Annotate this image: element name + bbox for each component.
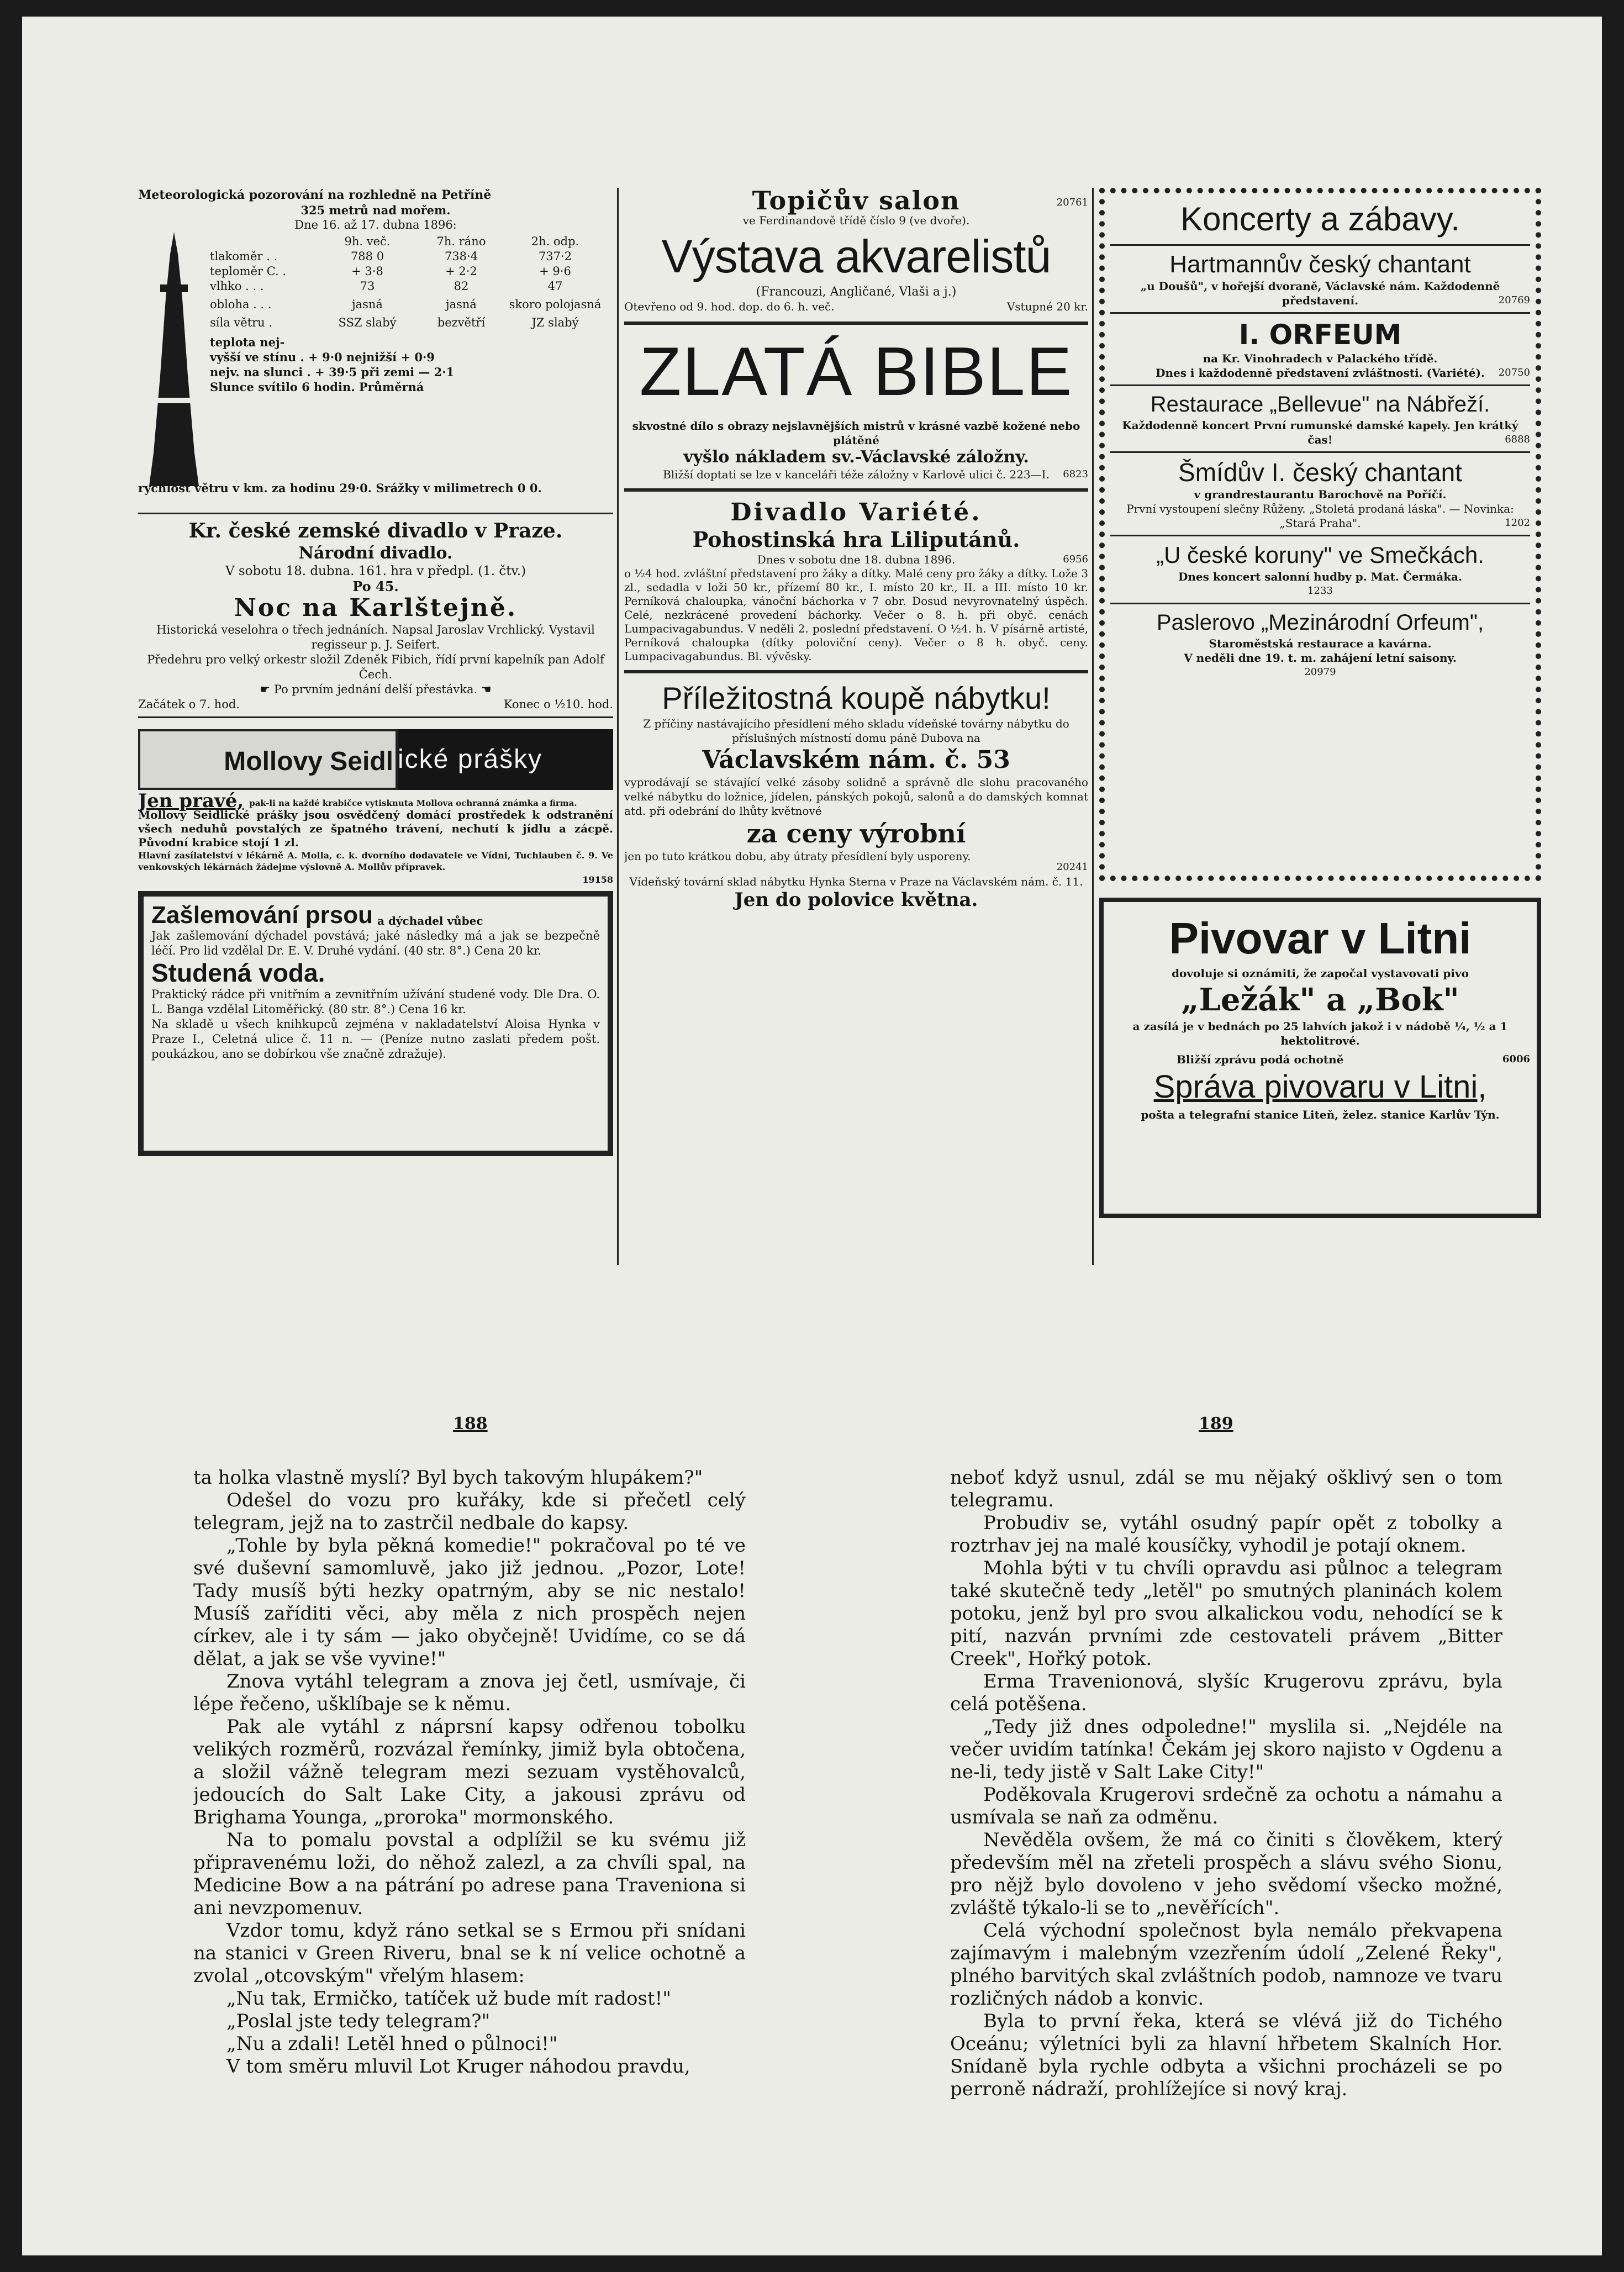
page-number-left: 188 bbox=[453, 1414, 488, 1433]
variete-title: Divadlo Variété. bbox=[730, 498, 982, 526]
pasler-body: V neděli dne 19. t. m. zahájení letní saisony. bbox=[1184, 651, 1457, 665]
expo-hours: Otevřeno od 9. hod. dop. do 6. h. več. bbox=[624, 300, 835, 313]
bible-info: Bližší doptati se lze v kanceláři téže záložny v Karlově ulici č. 223—I. bbox=[663, 468, 1050, 481]
story-paragraph: „Nu a zdali! Letěl hned o půlnoci!" bbox=[226, 2033, 558, 2055]
koruna-num: 1233 bbox=[1307, 585, 1333, 597]
story-paragraph: ta holka vlastně myslí? Byl bych takovým hlupákem?" bbox=[193, 1467, 703, 1489]
meteo-row-label: tlakoměr . . bbox=[210, 250, 278, 263]
brewery-beer: „Ležák" a „Bok" bbox=[1181, 982, 1459, 1018]
meteo-row bbox=[210, 315, 613, 330]
theatre-subtitle: Národní divadlo. bbox=[298, 544, 453, 563]
liliput-title: Pohostinská hra Liliputánů. bbox=[692, 527, 1020, 552]
meteo-value: 788 0 bbox=[350, 250, 384, 263]
bible-desc: skvostné dílo s obrazy nejslavnějších mistrů v krásné vazbě kožené nebo plátěné bbox=[632, 419, 1080, 447]
salon-address: ve Ferdinandově třídě číslo 9 (ve dvoře). bbox=[742, 214, 970, 227]
pasler-body: Staroměstská restaurace a kavárna. bbox=[1209, 637, 1432, 650]
bible-pub: vyšlo nákladem sv.-Václavské záložny. bbox=[683, 447, 1029, 467]
meteo-value: 73 bbox=[360, 280, 375, 293]
pasler-title: Paslerovo „Mezinárodní Orfeum", bbox=[1156, 610, 1484, 635]
meteo-row-label: obloha . . . bbox=[210, 298, 272, 311]
smid-num: 1202 bbox=[1505, 517, 1530, 529]
meteo-temp-line: vyšší ve stínu . + 9·0 nejnižší + 0·9 bbox=[210, 350, 435, 364]
book-ad-title: Zašlemování prsou bbox=[151, 902, 373, 929]
story-paragraph: Probudiv se, vytáhl osudný papír opět z tobolky a roztrhav jej na malé kousíčky, vyhodil je potají oknem. bbox=[950, 1512, 1502, 1557]
theatre-start: Začátek o 7. hod. bbox=[138, 698, 240, 711]
theatre-date: V sobotu 18. dubna. 161. hra v předpl. (1. čtv.) bbox=[225, 564, 526, 578]
book-ad-title: Studená voda. bbox=[151, 958, 325, 987]
story-paragraph: „Nu tak, Ermičko, tatíček už bude mít radost!" bbox=[226, 1988, 671, 2010]
meteo-value: JZ slabý bbox=[531, 316, 579, 329]
meteo-subtitle: 325 metrů nad mořem. bbox=[300, 203, 451, 217]
meteo-row bbox=[210, 249, 613, 264]
book-ad-title-suffix: a dýchadel vůbec bbox=[377, 914, 483, 927]
brewery-body: dovoluje si oznámiti, že započal vystavovati pivo bbox=[1172, 967, 1469, 980]
story-left bbox=[193, 1467, 746, 2129]
meteo-temp-line: nejv. na slunci . + 39·5 při zemi — 2·1 bbox=[210, 365, 455, 379]
brewery-body: Bližší zprávu podá ochotně bbox=[1177, 1053, 1344, 1066]
brewery-frame bbox=[1099, 898, 1541, 1218]
meteo-row bbox=[210, 264, 613, 279]
salon-title: Topičův salon bbox=[752, 188, 961, 215]
meteo-value: 737·2 bbox=[538, 250, 572, 263]
story-paragraph: „Poslal jste tedy telegram?" bbox=[226, 2010, 491, 2032]
meteo-block bbox=[138, 188, 613, 508]
petrin-tower-icon bbox=[144, 232, 204, 492]
orfeum-body: na Kr. Vinohradech v Palackého třídě. bbox=[1203, 352, 1438, 365]
story-paragraph: V tom směru mluvil Lot Kruger náhodou pravdu, bbox=[226, 2055, 690, 2078]
orfeum-title: I. ORFEUM bbox=[1238, 319, 1402, 351]
orfeum-num: 20750 bbox=[1498, 367, 1530, 378]
bellevue-num: 6888 bbox=[1505, 434, 1530, 445]
theatre-play: Noc na Karlštejně. bbox=[234, 594, 518, 622]
meteo-value: jasná bbox=[446, 298, 477, 311]
meteo-value: 47 bbox=[547, 280, 563, 293]
page-number-right: 189 bbox=[1199, 1414, 1233, 1433]
moll-banner-right: ické prášky bbox=[398, 729, 613, 790]
column-rule bbox=[1092, 188, 1094, 1265]
right-column bbox=[1099, 188, 1541, 1271]
meteo-row bbox=[210, 297, 613, 312]
bellevue-title: Restaurace „Bellevue" na Nábřeží. bbox=[1150, 392, 1490, 417]
middle-column bbox=[624, 188, 1088, 1271]
furniture-title: Příležitostná koupě nábytku! bbox=[662, 681, 1051, 715]
story-paragraph: Pak ale vytáhl z náprsní kapsy odřenou tobolku velikých rozměrů, rozvázal řemínky, jimiž byla obtočena, a složil vážně telegram mezi sezuam vystěhovalců, jedoucích do Salt Lake City, a jakousi zprávu od Brighama Younga, „proroka" mormonského. bbox=[193, 1716, 746, 1828]
salon-num: 20761 bbox=[1056, 197, 1088, 208]
left-column bbox=[138, 188, 613, 1271]
pointing-hand-icon: ☛ bbox=[260, 683, 274, 696]
meteo-row-label: vlhko . . . bbox=[210, 280, 264, 293]
furniture-until: Jen do polovice května. bbox=[734, 889, 978, 911]
furniture-body: vyprodávají se stávající velké zásoby solidně a správně dle slohu pracovaného velké nábytku do ložnice, jídelen, pánských pokojů, salonů a do damských komnat atd. při odebrání do lhůty květnové bbox=[624, 776, 1088, 818]
book-ad-body: Jak zašlemování dýchadel povstává; jaké následky má a jak se bezpečně léčí. Pro lid vzdělal Dr. E. V. Druhé vydání. (40 str. 8°.) Cena 20 kr. bbox=[151, 929, 600, 957]
theatre-title: Kr. české zemské divadlo v Praze. bbox=[188, 519, 563, 542]
theatre-po: Po 45. bbox=[352, 578, 399, 594]
meteo-value: skoro polojasná bbox=[509, 298, 602, 311]
moll-genuine-note: pak-li na každé krabičce vytisknuta Mollova ochranná známka a firma. bbox=[249, 798, 577, 808]
moll-num: 19158 bbox=[582, 874, 613, 885]
story-paragraph: Mohla býti v tu chvíli opravdu asi půlnoc a telegram také skutečně tedy „letěl" po smutných planinách kolem potoku, jenž byl pro svou alkalickou vodu, nehodící se k pití, nazván prvními zde cestovateli právem „Bitter Creek", Hořký potok. bbox=[950, 1557, 1502, 1670]
meteo-date: Dne 16. až 17. dubna 1896: bbox=[294, 218, 457, 231]
bible-title: ZLATÁ BIBLE bbox=[639, 334, 1073, 410]
smid-title: Šmídův I. český chantant bbox=[1178, 458, 1462, 487]
book-ad-box bbox=[138, 891, 613, 1156]
meteo-value: bezvětří bbox=[437, 316, 486, 329]
brewery-num: 6006 bbox=[1502, 1053, 1530, 1065]
pasler-num: 20979 bbox=[1304, 666, 1336, 678]
brewery-title: Pivovar v Litni bbox=[1169, 914, 1472, 963]
story-paragraph: Erma Travenionová, slyšíc Krugerovu zprávu, byla celá potěšena. bbox=[950, 1670, 1502, 1715]
koruna-title: „U české koruny" ve Smečkách. bbox=[1156, 542, 1484, 568]
story-paragraph: neboť když usnul, zdál se mu nějaký ošklivý sen o tom telegramu. bbox=[950, 1467, 1502, 1511]
pointing-hand-icon: ☚ bbox=[477, 683, 492, 696]
smid-body: První vystoupení slečny Růženy. „Stoletá prodaná láska". — Novinka: „Stará Praha". bbox=[1126, 502, 1514, 530]
moll-block bbox=[138, 790, 613, 887]
moll-body: Mollovy Seidlické prášky jsou osvědčený domácí prostředek k odstranění všech neduhů povstalých ze špatného trávení, nechutí k jídlu a zácpě. Původní krabice stojí 1 zl. bbox=[138, 808, 613, 849]
expo-fee: Vstupné 20 kr. bbox=[1006, 300, 1088, 313]
expo-title: Výstava akvarelistů bbox=[661, 230, 1051, 282]
hartmann-num: 20769 bbox=[1498, 294, 1530, 306]
story-paragraph: Byla to první řeka, která se vlévá již do Tichého Oceánu; výletníci byli za hlavní hřbetem Skalních Hor. Snídaně byla rychle odbyta a všichni procházeli se po perroně nádraží, prohlížejíce si nový kraj. bbox=[950, 2010, 1502, 2100]
book-ad-body: Na skladě u všech knihkupců zejména v nakladatelství Aloisa Hynka v Praze I., Celetná ulice č. 11 n. — (Peníze nutno zaslati předem pošt. poukázkou, ano se dobírkou vše značně zdražuje). bbox=[151, 1018, 600, 1061]
meteo-header: 2h. odp. bbox=[531, 235, 579, 248]
moll-body: Hlavní zasílatelství v lékárně A. Molla, c. k. dvorního dodavatele ve Vídni, Tuchlauben č. 9. Ve venkovských lékárnách žádejme výslovně A. Mollův přípravek. bbox=[138, 850, 613, 872]
theatre-block bbox=[138, 519, 613, 712]
meteo-header: 7h. ráno bbox=[436, 235, 486, 248]
meteo-table bbox=[210, 234, 613, 394]
book-ad-body: Praktický rádce při vnitřním a zevnitřním užívání studené vody. Dle Dra. O. L. Banga vzdělal Litoměřický. (80 str. 8°.) Cena 16 kr. bbox=[151, 988, 600, 1016]
hartmann-title: Hartmannův český chantant bbox=[1169, 251, 1471, 278]
story-paragraph: Na to pomalu povstal a odplížil se ku svému již připravenému loži, do něhož zalezl, a za chvíli spal, na Medicine Bow a na pátrání po adrese pana Traveniona si ani nevzpomenuv. bbox=[193, 1829, 746, 1919]
story-paragraph: „Tedy již dnes odpoledne!" myslila si. „Nejdéle na večer uvidím tatínka! Čekám jej skoro najisto v Ogdenu a ne-li, tedy jistě v Salt Lake City!" bbox=[950, 1716, 1502, 1783]
meteo-value: + 9·6 bbox=[539, 265, 571, 278]
concerts-title: Koncerty a zábavy. bbox=[1180, 201, 1460, 238]
meteo-temp-line: Slunce svítilo 6 hodin. Průměrná bbox=[210, 380, 424, 394]
furniture-price: za ceny výrobní bbox=[746, 819, 966, 848]
story-paragraph: „Tohle by byla pěkná komedie!" pokračoval po té ve své duševní samomluvě, jako již jednou. „Pozor, Lote! Tady musíš býti hezky opatrným, aby se nic nestalo! Musíš zaříditi věci, aby měla z nich prospěch nejen církev, ale i ty sám — jako obyčejně! Uvidíme, co se dá dělat, a jak se vše vyvine!" bbox=[193, 1535, 746, 1670]
variete-body: o ½4 hod. zvláštní představení pro žáky a dítky. Malé ceny pro žáky a dítky. Lože 3 zl., sedadla v loži 50 kr., přízemí 80 kr., I. místo 20 kr., II. a III. místo 10 kr. Perníková chaloupka, vánoční báchorka v 7 obr. Dosud nevyrovnatelný úspěch. Celé, nezkrácené provedení báchorky. Večer o 8. h. při obyč. cenách Lumpacivagabundus. V neděli 2. poslední představení. O ½4. h. V písárně artisté, Perníková chaloupka (dítky poloviční ceny). Večer o 8 h. obyč. ceny. Lumpacivagabundus. Bl. vývěsky. bbox=[624, 567, 1088, 663]
theatre-desc: Historická veselohra o třech jednáních. Napsal Jaroslav Vrchlický. Vystavil regisseur p. J. Seifert. bbox=[156, 623, 595, 651]
story-paragraph: Nevěděla ovšem, že má co činiti s člověkem, který především měl na zřeteli prospěch a slávu svého Sionu, pro nějž bylo dovoleno v jeho svědomí všecko možné, zvláště týkalo-li se to „nevěřících". bbox=[950, 1829, 1502, 1919]
concerts-frame bbox=[1099, 188, 1541, 881]
bellevue-body: Každodenně koncert První rumunské damské kapely. Jen krátký čas! bbox=[1122, 419, 1518, 446]
meteo-value: jasná bbox=[352, 298, 383, 311]
meteo-temp-line: rychlost větru v km. za hodinu 29·0. Srážky v milimetrech 0 0. bbox=[138, 481, 542, 495]
hartmann-body: „u Doušů", v hořejší dvoraně, Václavské nám. Každodenně představení. bbox=[1140, 280, 1500, 307]
story-paragraph: Znova vytáhl telegram a znova jej četl, usmívaje, či lépe řečeno, ušklíbaje se k němu. bbox=[193, 1670, 746, 1715]
furniture-num: 20241 bbox=[1056, 861, 1088, 873]
orfeum-body: Dnes i každodenně představení zvláštnosti. (Variété). bbox=[1156, 366, 1485, 379]
smid-body: v grandrestaurantu Barochově na Poříčí. bbox=[1194, 488, 1447, 501]
meteo-temp-label: teplota nej- bbox=[210, 335, 285, 349]
furniture-body: jen po tuto krátkou dobu, aby útraty přesídlení byly usporeny. bbox=[624, 850, 971, 863]
brewery-post: pošta a telegrafní stanice Liteň, želez. stanice Karlův Týn. bbox=[1141, 1108, 1500, 1121]
bible-num: 6823 bbox=[1063, 468, 1088, 480]
column-rule bbox=[617, 188, 619, 1265]
story-paragraph: Odešel do vozu pro kuřáky, kde si přečetl celý telegram, jejž na to zastrčil nedbale do kapsy. bbox=[193, 1489, 746, 1534]
meteo-value: 738·4 bbox=[444, 250, 478, 263]
expo-sub: (Francouzi, Angličané, Vlaši a j.) bbox=[756, 285, 957, 299]
koruna-body: Dnes koncert salonní hudby p. Mat. Čermáka. bbox=[1178, 570, 1462, 583]
moll-banner-left: Mollovy Seidl bbox=[138, 729, 398, 790]
variete-date: Dnes v sobotu dne 18. dubna 1896. bbox=[757, 553, 956, 566]
moll-banner bbox=[138, 729, 613, 790]
meteo-value: + 3·8 bbox=[351, 265, 383, 278]
meteo-row-label: síla větru . bbox=[210, 316, 273, 329]
meteo-value: 82 bbox=[454, 280, 469, 293]
story-paragraph: Vzdor tomu, když ráno setkal se s Ermou při snídani na stanici v Green Riveru, bnal se k ní velice ochotně a zvolal „otcovským" vřelým hlasem: bbox=[193, 1920, 746, 1987]
theatre-end: Konec o ½10. hod. bbox=[503, 698, 613, 711]
variete-num: 6956 bbox=[1063, 553, 1088, 565]
meteo-row bbox=[210, 279, 613, 294]
theatre-desc: Předehru pro velký orkestr složil Zdeněk Fibich, řídí první kapelník pan Adolf Čech. bbox=[147, 653, 604, 681]
newspaper-page bbox=[22, 17, 1602, 2255]
furniture-body: Vídeňský tovární sklad nábytku Hynka Sterna v Praze na Václavském nám. č. 11. bbox=[629, 875, 1083, 888]
meteo-title: Meteorologická pozorování na rozhledně na Petříně bbox=[138, 188, 492, 202]
meteo-row-label: teploměr C. . bbox=[210, 265, 287, 278]
furniture-body: Z příčiny nastávajícího přesídlení mého skladu vídeňské továrny nábytku do příslušných místností domu páně Dubova na bbox=[643, 717, 1069, 745]
story-paragraph: Poděkovala Krugerovi srdečně za ochotu a námahu a usmívala se naň za odměnu. bbox=[950, 1784, 1502, 1828]
furniture-address: Václavském nám. č. 53 bbox=[702, 746, 1010, 774]
brewery-body: a zasílá je v bednách po 25 lahvích jakož i v nádobě ¼, ½ a 1 hektolitrové. bbox=[1132, 1020, 1508, 1047]
theatre-pause: ☛ Po prvním jednání delší přestávka. ☚ bbox=[260, 683, 492, 696]
moll-genuine: Jen pravé, bbox=[138, 790, 244, 812]
meteo-header: 9h. več. bbox=[344, 235, 391, 248]
story-right bbox=[950, 1467, 1502, 2129]
meteo-value: + 2·2 bbox=[445, 265, 477, 278]
story-paragraph: Celá východní společnost byla nemálo překvapena zajímavým i malebným vzezřením údolí „Zelené Řeky", plného barvitých skal zvláštních podob, namnoze ve tvaru rozličných nádob a konvic. bbox=[950, 1920, 1502, 2010]
meteo-value: SSZ slabý bbox=[338, 316, 397, 329]
brewery-mgmt: Správa pivovaru v Litni, bbox=[1153, 1069, 1487, 1105]
